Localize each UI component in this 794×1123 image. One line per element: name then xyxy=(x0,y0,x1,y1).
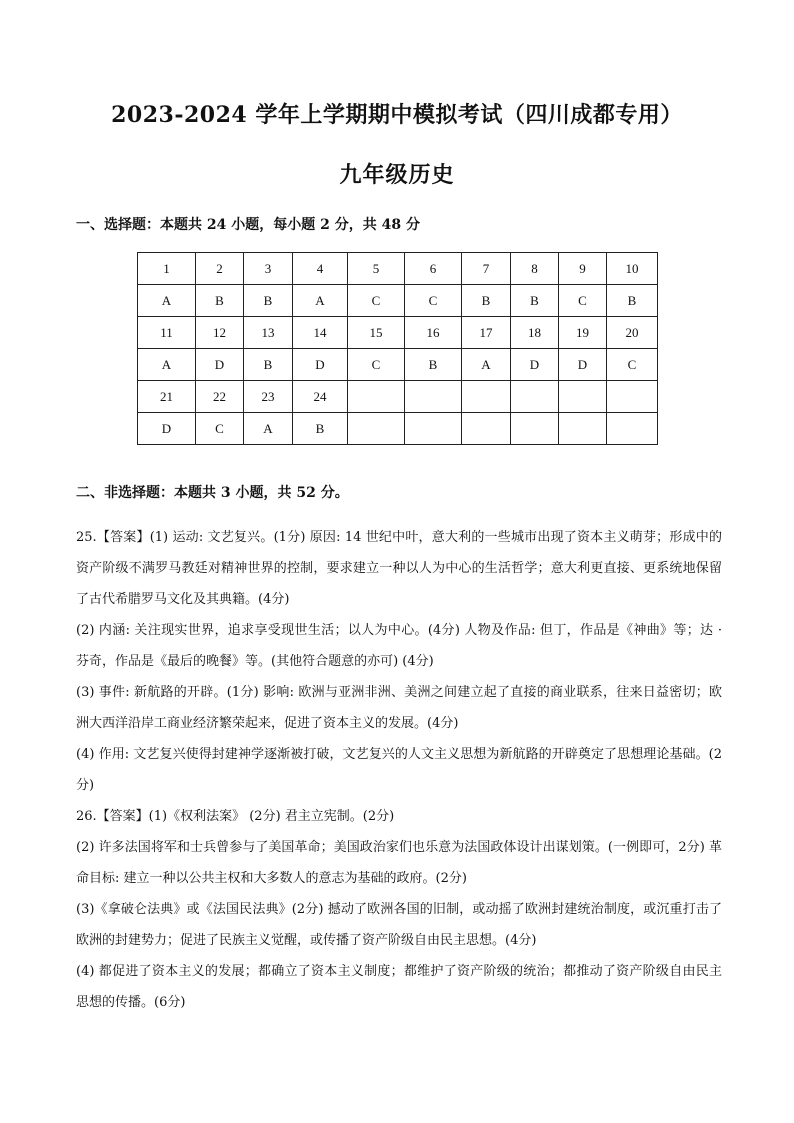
answer-cell: B xyxy=(244,349,293,381)
q25-part3: (3) 事件: 新航路的开辟。(1分) 影响: 欧洲与亚洲非洲、美洲之间建立起了直接的商业联系，往来日益密切；欧洲大西洋沿岸工商业经济繁荣起来，促进了资本主义的发展。(4分) xyxy=(76,685,722,731)
answer-cell: A xyxy=(462,349,511,381)
answer-cell: C xyxy=(607,349,658,381)
answer-row xyxy=(138,285,658,317)
question-number-cell: 9 xyxy=(559,253,607,285)
answer-cell xyxy=(405,413,462,445)
answer-cell: D xyxy=(196,349,244,381)
question-number-cell xyxy=(607,381,658,413)
answer-cell: A xyxy=(293,285,348,317)
section-2-heading: 二、非选择题：本题共 3 小题，共 52 分。 xyxy=(76,485,349,501)
question-number-cell: 17 xyxy=(462,317,511,349)
question-number-cell: 2 xyxy=(196,253,244,285)
answer-cell: B xyxy=(607,285,658,317)
question-number-cell: 3 xyxy=(244,253,293,285)
question-number-cell: 21 xyxy=(138,381,196,413)
answer-row xyxy=(138,413,658,445)
question-number-cell: 20 xyxy=(607,317,658,349)
question-number-cell xyxy=(462,381,511,413)
question-number-cell: 15 xyxy=(348,317,405,349)
answer-cell: C xyxy=(348,349,405,381)
answer-cell: C xyxy=(559,285,607,317)
question-number-cell: 22 xyxy=(196,381,244,413)
question-number-row xyxy=(138,253,658,285)
question-number-cell: 13 xyxy=(244,317,293,349)
q26-part2: (2) 许多法国将军和士兵曾参与了美国革命；美国政治家们也乐意为法国政体设计出谋划策。(一例即可，2分) 革命目标: 建立一种以公共主权和大多数人的意志为基础的政府。(2分) xyxy=(76,840,722,886)
section-1-heading: 一、选择题：本题共 24 小题，每小题 2 分，共 48 分 xyxy=(76,217,420,233)
answer-cell xyxy=(462,413,511,445)
answer-cell: B xyxy=(196,285,244,317)
answer-cell xyxy=(511,413,559,445)
page-subtitle: 九年级历史 xyxy=(339,162,455,188)
question-number-cell: 14 xyxy=(293,317,348,349)
answer-explanations xyxy=(76,522,722,1018)
question-number-row xyxy=(138,381,658,413)
answer-cell: D xyxy=(138,413,196,445)
q25-part2: (2) 内涵: 关注现实世界，追求享受现世生活；以人为中心。(4分) 人物及作品: 但丁，作品是《神曲》等；达 · 芬奇，作品是《最后的晚餐》等。(其他符合题意的亦可) (4分) xyxy=(76,623,722,669)
question-number-cell: 7 xyxy=(462,253,511,285)
answer-cell: B xyxy=(293,413,348,445)
answer-cell: D xyxy=(559,349,607,381)
answer-cell: A xyxy=(138,349,196,381)
question-number-row xyxy=(138,317,658,349)
question-number-cell: 18 xyxy=(511,317,559,349)
answer-cell: B xyxy=(405,349,462,381)
question-number-cell: 5 xyxy=(348,253,405,285)
answer-cell: A xyxy=(138,285,196,317)
q26-part4: (4) 都促进了资本主义的发展；都确立了资本主义制度；都维护了资产阶级的统治；都推动了资产阶级自由民主思想的传播。(6分) xyxy=(76,964,722,1010)
q26-part3: (3)《拿破仑法典》或《法国民法典》(2分) 撼动了欧洲各国的旧制，或动摇了欧洲封建统治制度，或沉重打击了欧洲的封建势力；促进了民族主义觉醒，或传播了资产阶级自由民主思想。(4分) xyxy=(76,902,722,948)
question-number-cell xyxy=(559,381,607,413)
answer-row xyxy=(138,349,658,381)
answer-cell: C xyxy=(348,285,405,317)
answer-cell: B xyxy=(511,285,559,317)
answer-cell: D xyxy=(293,349,348,381)
q25-part4: (4) 作用: 文艺复兴使得封建神学逐渐被打破，文艺复兴的人文主义思想为新航路的开辟奠定了思想理论基础。(2分) xyxy=(76,747,722,793)
answer-cell: B xyxy=(244,285,293,317)
question-number-cell: 1 xyxy=(138,253,196,285)
question-number-cell: 10 xyxy=(607,253,658,285)
answer-cell: C xyxy=(196,413,244,445)
question-number-cell: 12 xyxy=(196,317,244,349)
answer-key-table xyxy=(137,252,658,445)
answer-cell: D xyxy=(511,349,559,381)
q26-part1: 26.【答案】(1)《权利法案》 (2分) 君主立宪制。(2分) xyxy=(76,809,395,824)
question-number-cell xyxy=(348,381,405,413)
answer-cell xyxy=(607,413,658,445)
question-number-cell: 11 xyxy=(138,317,196,349)
question-number-cell: 19 xyxy=(559,317,607,349)
question-number-cell: 6 xyxy=(405,253,462,285)
question-number-cell: 8 xyxy=(511,253,559,285)
question-number-cell xyxy=(405,381,462,413)
question-number-cell: 24 xyxy=(293,381,348,413)
question-number-cell xyxy=(511,381,559,413)
page-title: 2023-2024 学年上学期期中模拟考试（四川成都专用） xyxy=(111,102,683,128)
answer-cell: C xyxy=(405,285,462,317)
question-number-cell: 16 xyxy=(405,317,462,349)
answer-cell: B xyxy=(462,285,511,317)
answer-cell xyxy=(348,413,405,445)
q25-part1: 25.【答案】(1) 运动: 文艺复兴。(1分) 原因: 14 世纪中叶，意大利的一些城市出现了资本主义萌芽；形成中的资产阶级不满罗马教廷对精神世界的控制，要求建立一种以人为中心的生活哲学；意大利更直接、更系统地保留了古代希腊罗马文化及其典籍。(4分) xyxy=(76,530,722,607)
question-number-cell: 23 xyxy=(244,381,293,413)
answer-cell: A xyxy=(244,413,293,445)
answer-cell xyxy=(559,413,607,445)
question-number-cell: 4 xyxy=(293,253,348,285)
